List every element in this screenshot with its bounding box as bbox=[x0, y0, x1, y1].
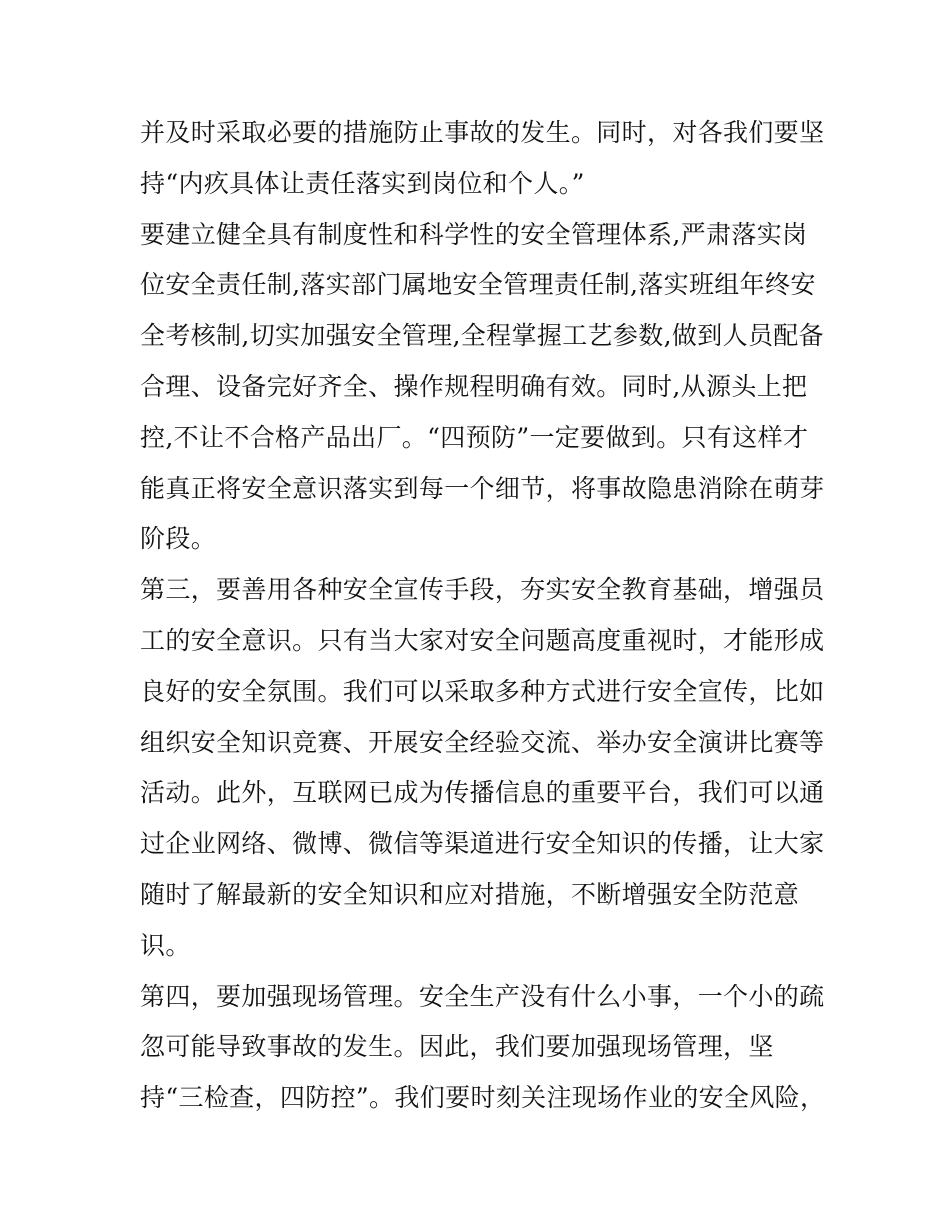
text-line: 良好的安全氛围。我们可以采取多种方式进行安全宣传，比如 bbox=[140, 676, 825, 706]
text-line: 持“内疚具体让责任落实到岗位和个人。” bbox=[140, 168, 585, 198]
text-line: 组织安全知识竞赛、开展安全经验交流、举办安全演讲比赛等 bbox=[140, 727, 825, 757]
text-line: 合理、设备完好齐全、操作规程明确有效。同时,从源头上把 bbox=[140, 371, 808, 401]
text-line: 过企业网络、微博、微信等渠道进行安全知识的传播，让大家 bbox=[140, 829, 825, 859]
text-line: 第四，要加强现场管理。安全生产没有什么小事，一个小的疏 bbox=[140, 981, 825, 1011]
text-line: 随时了解最新的安全知识和应对措施，不断增强安全防范意 bbox=[140, 879, 800, 909]
text-line: 持“三检查，四防控”。我们要时刻关注现场作业的安全风险， bbox=[140, 1083, 826, 1113]
text-line: 控,不让不合格产品出厂。“四预防”一定要做到。只有这样才 bbox=[140, 422, 809, 452]
text-line: 忽可能导致事故的发生。因此，我们要加强现场管理，坚 bbox=[140, 1032, 774, 1062]
text-line: 第三，要善用各种安全宣传手段，夯实安全教育基础，增强员 bbox=[140, 575, 825, 605]
text-line: 并及时采取必要的措施防止事故的发生。同时，对各我们要坚 bbox=[140, 118, 825, 147]
text-line: 全考核制,切实加强安全管理,全程掌握工艺参数,做到人员配备 bbox=[140, 321, 824, 351]
text-line: 工的安全意识。只有当大家对安全问题高度重视时，才能形成 bbox=[140, 625, 825, 655]
text-line: 要建立健全具有制度性和科学性的安全管理体系,严肃落实岗 bbox=[140, 219, 808, 249]
text-line: 活动。此外，互联网已成为传播信息的重要平台，我们可以通 bbox=[140, 778, 825, 808]
text-line: 阶段。 bbox=[140, 524, 217, 554]
text-line: 能真正将安全意识落实到每一个细节，将事故隐患消除在萌芽 bbox=[140, 473, 825, 503]
body-text bbox=[140, 108, 830, 1124]
text-line: 位安全责任制,落实部门属地安全管理责任制,落实班组年终安 bbox=[140, 270, 816, 300]
text-line: 识。 bbox=[140, 930, 191, 960]
